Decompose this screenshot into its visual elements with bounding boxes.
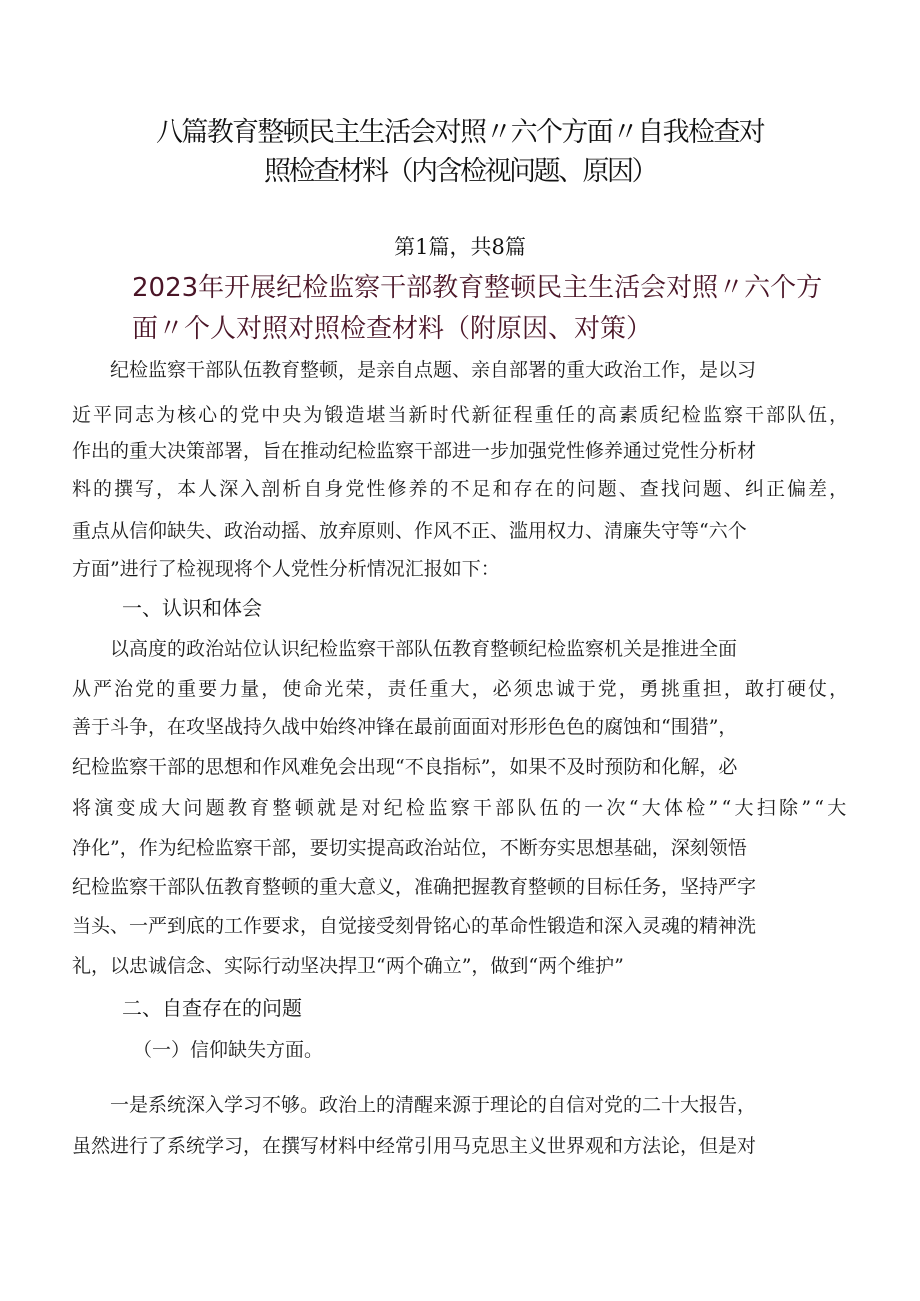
section1-line: 善于斗争，在攻坚战持久战中始终冲锋在最前面面对形形色色的腐蚀和“围猎”， bbox=[72, 716, 738, 738]
article-title-line-2: 面〃个人对照对照检查材料（附原因、对策） bbox=[132, 314, 653, 344]
section2-line: 一是系统深入学习不够。政治上的清醒来源于理论的自信对党的二十大报告， bbox=[72, 1094, 757, 1116]
section2-subheading: （一）信仰缺失方面。 bbox=[133, 1039, 324, 1061]
section-heading-1: 一、认识和体会 bbox=[122, 596, 262, 620]
section1-line: 从严治党的重要力量，使命光荣，责任重大，必须忠诚于党，勇挑重担，敢打硬仗， bbox=[72, 678, 851, 700]
intro-line: 料的撰写，本人深入剖析自身党性修养的不足和存在的问题、查找问题、纠正偏差， bbox=[72, 478, 851, 500]
section1-line: 净化”，作为纪检监察干部，要切实提高政治站位，不断夯实思想基础，深刻领悟 bbox=[72, 837, 747, 859]
section1-line: 当头、一严到底的工作要求，自觉接受刻骨铭心的革命性锻造和深入灵魂的精神洗 bbox=[72, 915, 757, 937]
part-indicator: 第1篇，共8篇 bbox=[394, 235, 526, 259]
intro-line: 重点从信仰缺失、政治动摇、放弃原则、作风不正、滥用权力、清廉失守等“六个 bbox=[72, 520, 747, 542]
section1-line: 将演变成大问题教育整顿就是对纪检监察干部队伍的一次“大体检”“大扫除”“大 bbox=[72, 797, 850, 819]
intro-line: 纪检监察干部队伍教育整顿，是亲自点题、亲自部署的重大政治工作，是以习 bbox=[72, 359, 757, 381]
intro-line: 方面”进行了检视现将个人党性分析情况汇报如下： bbox=[72, 558, 500, 580]
document-title-line-2: 照检查材料（内含检视问题、原因） bbox=[264, 156, 656, 187]
section2-line: 虽然进行了系统学习，在撰写材料中经常引用马克思主义世界观和方法论，但是对 bbox=[72, 1135, 757, 1157]
section1-line: 纪检监察干部的思想和作风难免会出现“不良指标”，如果不及时预防和化解，必 bbox=[72, 756, 738, 778]
section1-line: 礼，以忠诚信念、实际行动坚决捍卫“两个确立”，做到“两个维护” bbox=[72, 955, 624, 977]
section1-line: 以高度的政治站位认识纪检监察干部队伍教育整顿纪检监察机关是推进全面 bbox=[72, 638, 738, 660]
section1-line: 纪检监察干部队伍教育整顿的重大意义，准确把握教育整顿的目标任务，坚持严字 bbox=[72, 876, 757, 898]
document-title-line-1: 八篇教育整顿民主生活会对照〃六个方面〃自我检查对 bbox=[156, 117, 764, 148]
intro-line: 作出的重大决策部署，旨在推动纪检监察干部进一步加强党性修养通过党性分析材 bbox=[72, 440, 757, 462]
article-title-line-1: 2023年开展纪检监察干部教育整顿民主生活会对照〃六个方 bbox=[132, 273, 823, 303]
intro-line: 近平同志为核心的党中央为锻造堪当新时代新征程重任的高素质纪检监察干部队伍， bbox=[72, 404, 851, 426]
section-heading-2: 二、自查存在的问题 bbox=[122, 996, 302, 1020]
